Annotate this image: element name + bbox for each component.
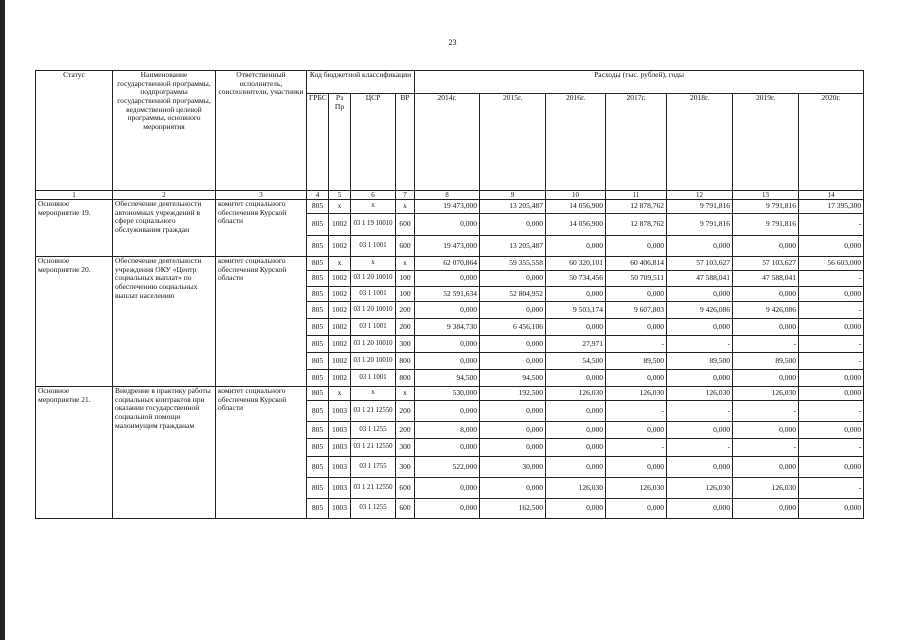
value-2014: 9 384,730	[415, 319, 480, 336]
value-2014: 0,000	[415, 302, 480, 319]
table-body	[36, 200, 864, 519]
value-2016: 14 056,900	[546, 200, 606, 214]
csr-cell: 03 1 20 10010	[351, 271, 396, 287]
rzpr-cell: х	[329, 387, 351, 401]
value-2019: -	[733, 336, 799, 353]
value-2014: 0,000	[415, 271, 480, 287]
header-responsible: Ответственный исполнитель, соисполнители, участники	[216, 71, 307, 191]
value-2014: 0,000	[415, 353, 480, 370]
grbs-cell: 805	[307, 478, 329, 499]
group-responsible: комитет социального обеспечения Курской области	[216, 387, 307, 519]
value-2017: 126,030	[606, 478, 667, 499]
value-2018: 0,000	[667, 236, 733, 257]
column-number: 3	[216, 191, 307, 200]
rzpr-cell: 1003	[329, 457, 351, 478]
value-2018: 0,000	[667, 457, 733, 478]
value-2014: 0,000	[415, 499, 480, 519]
value-2017: -	[606, 439, 667, 457]
value-2017: 0,000	[606, 422, 667, 439]
column-number: 9	[480, 191, 546, 200]
vr-cell: 600	[396, 214, 415, 236]
value-2020: -	[799, 336, 864, 353]
value-2019: 0,000	[733, 457, 799, 478]
value-2018: 47 588,041	[667, 271, 733, 287]
scan-left-edge	[0, 0, 5, 640]
column-number: 4	[307, 191, 329, 200]
header-grbs: ГРБС	[307, 94, 329, 191]
grbs-cell: 805	[307, 353, 329, 370]
value-2017: 50 709,511	[606, 271, 667, 287]
value-2017: 12 878,762	[606, 214, 667, 236]
vr-cell: 200	[396, 319, 415, 336]
grbs-cell: 805	[307, 214, 329, 236]
value-2015: 0,000	[480, 422, 546, 439]
value-2019: 0,000	[733, 287, 799, 302]
grbs-cell: 805	[307, 302, 329, 319]
table-row	[36, 257, 864, 271]
value-2017: -	[606, 401, 667, 422]
header-vr: ВР	[396, 94, 415, 191]
header-year: 2018г.	[667, 94, 733, 191]
value-2018: 9 426,086	[667, 302, 733, 319]
vr-cell: 600	[396, 499, 415, 519]
value-2020: 0,000	[799, 499, 864, 519]
value-2020: 0,000	[799, 319, 864, 336]
rzpr-cell: 1002	[329, 236, 351, 257]
grbs-cell: 805	[307, 336, 329, 353]
value-2018: 0,000	[667, 422, 733, 439]
csr-cell: 03 1 20 10010	[351, 302, 396, 319]
value-2014: 94,500	[415, 370, 480, 387]
value-2020: 0,000	[799, 457, 864, 478]
value-2015: 0,000	[480, 401, 546, 422]
value-2016: 0,000	[546, 236, 606, 257]
value-2019: -	[733, 439, 799, 457]
value-2014: 52 591,634	[415, 287, 480, 302]
csr-cell: 03 1 1001	[351, 319, 396, 336]
value-2019: 47 588,041	[733, 271, 799, 287]
vr-cell: х	[396, 200, 415, 214]
vr-cell: 100	[396, 271, 415, 287]
rzpr-cell: 1002	[329, 271, 351, 287]
column-number: 2	[113, 191, 216, 200]
vr-cell: 200	[396, 302, 415, 319]
value-2016: 0,000	[546, 319, 606, 336]
header-year: 2015г.	[480, 94, 546, 191]
value-2020: 0,000	[799, 236, 864, 257]
rzpr-cell: х	[329, 257, 351, 271]
value-2020: 17 395,300	[799, 200, 864, 214]
csr-cell: 03 1 21 12550	[351, 439, 396, 457]
value-2018: -	[667, 401, 733, 422]
rzpr-cell: 1002	[329, 302, 351, 319]
csr-cell: х	[351, 200, 396, 214]
grbs-cell: 805	[307, 457, 329, 478]
group-name: Обеспечение деятельности учреждения ОКУ «Центр социальных выплат» по обеспечению социальных выплат населению	[113, 257, 216, 387]
grbs-cell: 805	[307, 499, 329, 519]
value-2018: -	[667, 439, 733, 457]
value-2016: 50 734,456	[546, 271, 606, 287]
value-2016: 0,000	[546, 401, 606, 422]
value-2015: 0,000	[480, 271, 546, 287]
header-year: 2020г.	[799, 94, 864, 191]
header-csr: ЦСР	[351, 94, 396, 191]
value-2016: 27,971	[546, 336, 606, 353]
vr-cell: х	[396, 387, 415, 401]
value-2019: 0,000	[733, 236, 799, 257]
value-2016: 54,500	[546, 353, 606, 370]
value-2019: 9 791,816	[733, 200, 799, 214]
value-2020: -	[799, 302, 864, 319]
value-2019: 0,000	[733, 370, 799, 387]
rzpr-cell: 1003	[329, 401, 351, 422]
csr-cell: 03 1 1255	[351, 499, 396, 519]
group-responsible: комитет социального обеспечения Курской области	[216, 200, 307, 257]
grbs-cell: 805	[307, 439, 329, 457]
vr-cell: 300	[396, 457, 415, 478]
group-name: Внедрение в практику работы социальных контрактов при оказании государственной социальной помощи малоимущим гражданам	[113, 387, 216, 519]
value-2018: 9 791,816	[667, 214, 733, 236]
csr-cell: 03 1 1755	[351, 457, 396, 478]
value-2020: -	[799, 439, 864, 457]
grbs-cell: 805	[307, 319, 329, 336]
value-2018: 126,030	[667, 478, 733, 499]
column-number: 12	[667, 191, 733, 200]
csr-cell: 03 1 20 10010	[351, 353, 396, 370]
value-2016: 0,000	[546, 439, 606, 457]
value-2015: 0,000	[480, 478, 546, 499]
group-status: Основное мероприятие 19.	[36, 200, 113, 257]
budget-table	[35, 70, 864, 519]
column-number: 1	[36, 191, 113, 200]
value-2014: 19 473,000	[415, 200, 480, 214]
value-2015: 0,000	[480, 439, 546, 457]
value-2020: -	[799, 401, 864, 422]
header-year: 2016г.	[546, 94, 606, 191]
header-status: Статус	[36, 71, 113, 191]
grbs-cell: 805	[307, 257, 329, 271]
header-year: 2019г.	[733, 94, 799, 191]
value-2015: 30,000	[480, 457, 546, 478]
value-2016: 9 503,174	[546, 302, 606, 319]
csr-cell: х	[351, 257, 396, 271]
value-2015: 59 355,558	[480, 257, 546, 271]
column-number: 6	[351, 191, 396, 200]
grbs-cell: 805	[307, 401, 329, 422]
csr-cell: 03 1 1001	[351, 236, 396, 257]
group-responsible: комитет социального обеспечения Курской области	[216, 257, 307, 387]
value-2018: 126,030	[667, 387, 733, 401]
group-status: Основное мероприятие 21.	[36, 387, 113, 519]
table-row	[36, 200, 864, 214]
header-year: 2014г.	[415, 94, 480, 191]
grbs-cell: 805	[307, 387, 329, 401]
rzpr-cell: 1002	[329, 319, 351, 336]
value-2020: 0,000	[799, 387, 864, 401]
vr-cell: 200	[396, 422, 415, 439]
rzpr-cell: 1003	[329, 439, 351, 457]
grbs-cell: 805	[307, 236, 329, 257]
value-2020: -	[799, 271, 864, 287]
value-2018: 0,000	[667, 319, 733, 336]
value-2014: 0,000	[415, 336, 480, 353]
value-2020: 0,000	[799, 370, 864, 387]
header-budget-code: Код бюджетной классификации	[307, 71, 415, 94]
csr-cell: 03 1 19 10010	[351, 214, 396, 236]
column-number: 7	[396, 191, 415, 200]
rzpr-cell: 1002	[329, 353, 351, 370]
csr-cell: 03 1 1001	[351, 287, 396, 302]
value-2019: 9 791,816	[733, 214, 799, 236]
column-number: 13	[733, 191, 799, 200]
header-rzpr: Рз Пр	[329, 94, 351, 191]
column-number: 8	[415, 191, 480, 200]
value-2014: 8,000	[415, 422, 480, 439]
value-2015: 192,500	[480, 387, 546, 401]
value-2018: 0,000	[667, 370, 733, 387]
value-2018: -	[667, 336, 733, 353]
value-2020: 0,000	[799, 422, 864, 439]
value-2014: 0,000	[415, 401, 480, 422]
value-2017: 0,000	[606, 457, 667, 478]
rzpr-cell: 1002	[329, 287, 351, 302]
column-number: 11	[606, 191, 667, 200]
value-2015: 162,500	[480, 499, 546, 519]
value-2019: 126,030	[733, 478, 799, 499]
vr-cell: 300	[396, 336, 415, 353]
value-2014: 522,000	[415, 457, 480, 478]
value-2015: 0,000	[480, 336, 546, 353]
value-2018: 0,000	[667, 287, 733, 302]
value-2016: 0,000	[546, 370, 606, 387]
value-2015: 0,000	[480, 302, 546, 319]
value-2020: 0,000	[799, 287, 864, 302]
csr-cell: 03 1 1255	[351, 422, 396, 439]
table-header	[36, 71, 864, 200]
value-2019: 89,500	[733, 353, 799, 370]
value-2018: 57 103,627	[667, 257, 733, 271]
csr-cell: 03 1 20 10010	[351, 336, 396, 353]
grbs-cell: 805	[307, 271, 329, 287]
vr-cell: 600	[396, 236, 415, 257]
value-2017: 89,500	[606, 353, 667, 370]
value-2015: 0,000	[480, 214, 546, 236]
value-2016: 0,000	[546, 287, 606, 302]
value-2017: 0,000	[606, 319, 667, 336]
value-2016: 0,000	[546, 499, 606, 519]
value-2016: 14 056,900	[546, 214, 606, 236]
value-2015: 52 804,952	[480, 287, 546, 302]
grbs-cell: 805	[307, 287, 329, 302]
value-2019: 9 426,086	[733, 302, 799, 319]
vr-cell: 800	[396, 370, 415, 387]
value-2019: 0,000	[733, 499, 799, 519]
header-name: Наименование государственной программы, подпрограммы государственной программы, ведомственной целевой программы, основного мероприятия	[113, 71, 216, 191]
value-2016: 0,000	[546, 422, 606, 439]
value-2015: 6 456,106	[480, 319, 546, 336]
csr-cell: х	[351, 387, 396, 401]
value-2017: 0,000	[606, 499, 667, 519]
value-2020: -	[799, 353, 864, 370]
vr-cell: 100	[396, 287, 415, 302]
value-2014: 62 070,864	[415, 257, 480, 271]
value-2017: 60 406,814	[606, 257, 667, 271]
rzpr-cell: х	[329, 200, 351, 214]
value-2015: 13 205,487	[480, 236, 546, 257]
value-2015: 94,500	[480, 370, 546, 387]
page-number: 23	[448, 38, 457, 47]
value-2017: 9 607,803	[606, 302, 667, 319]
value-2020: -	[799, 214, 864, 236]
column-number: 10	[546, 191, 606, 200]
group-status: Основное мероприятие 20.	[36, 257, 113, 387]
value-2015: 0,000	[480, 353, 546, 370]
value-2019: -	[733, 401, 799, 422]
table-row	[36, 387, 864, 401]
value-2014: 19 473,000	[415, 236, 480, 257]
column-number: 5	[329, 191, 351, 200]
grbs-cell: 805	[307, 370, 329, 387]
value-2017: 0,000	[606, 370, 667, 387]
rzpr-cell: 1003	[329, 478, 351, 499]
value-2016: 60 320,101	[546, 257, 606, 271]
value-2014: 530,000	[415, 387, 480, 401]
vr-cell: 200	[396, 401, 415, 422]
vr-cell: 800	[396, 353, 415, 370]
value-2017: -	[606, 336, 667, 353]
value-2019: 126,030	[733, 387, 799, 401]
rzpr-cell: 1002	[329, 336, 351, 353]
value-2016: 126,030	[546, 387, 606, 401]
vr-cell: х	[396, 257, 415, 271]
rzpr-cell: 1002	[329, 370, 351, 387]
csr-cell: 03 1 21 12550	[351, 401, 396, 422]
value-2019: 57 103,627	[733, 257, 799, 271]
value-2016: 126,030	[546, 478, 606, 499]
value-2014: 0,000	[415, 478, 480, 499]
value-2017: 126,030	[606, 387, 667, 401]
column-number: 14	[799, 191, 864, 200]
value-2019: 0,000	[733, 319, 799, 336]
csr-cell: 03 1 1001	[351, 370, 396, 387]
rzpr-cell: 1002	[329, 214, 351, 236]
value-2014: 0,000	[415, 214, 480, 236]
value-2018: 9 791,816	[667, 200, 733, 214]
value-2020: -	[799, 478, 864, 499]
value-2016: 0,000	[546, 457, 606, 478]
value-2018: 89,500	[667, 353, 733, 370]
value-2014: 0,000	[415, 439, 480, 457]
value-2017: 12 878,762	[606, 200, 667, 214]
value-2017: 0,000	[606, 287, 667, 302]
group-name: Обеспечение деятельности автономных учреждений в сфере социального обслуживания граждан	[113, 200, 216, 257]
rzpr-cell: 1003	[329, 499, 351, 519]
value-2017: 0,000	[606, 236, 667, 257]
header-expenses: Расходы (тыс. рублей), годы	[415, 71, 864, 94]
value-2018: 0,000	[667, 499, 733, 519]
vr-cell: 600	[396, 478, 415, 499]
value-2020: 56 603,000	[799, 257, 864, 271]
grbs-cell: 805	[307, 200, 329, 214]
vr-cell: 300	[396, 439, 415, 457]
value-2019: 0,000	[733, 422, 799, 439]
csr-cell: 03 1 21 12550	[351, 478, 396, 499]
header-year: 2017г.	[606, 94, 667, 191]
grbs-cell: 805	[307, 422, 329, 439]
value-2015: 13 205,487	[480, 200, 546, 214]
rzpr-cell: 1003	[329, 422, 351, 439]
